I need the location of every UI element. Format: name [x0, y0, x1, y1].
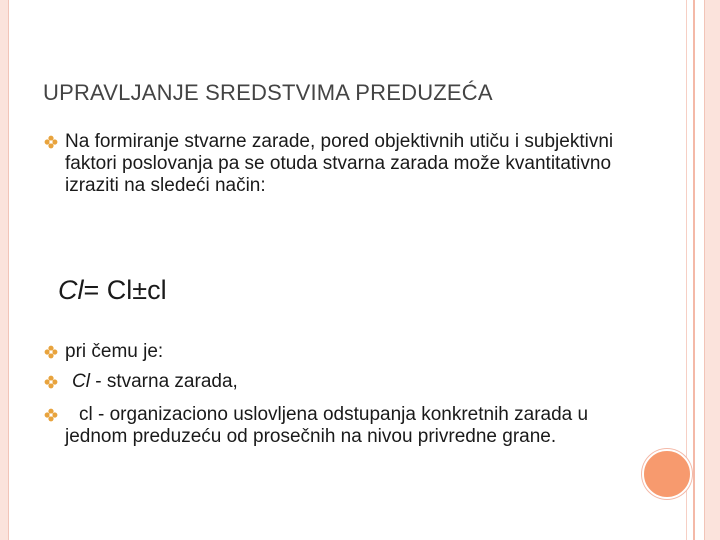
decorative-circle [642, 449, 692, 499]
flower-bullet-icon [44, 135, 58, 149]
slide-title: UPRAVLJANJE SREDSTVIMA PREDUZEĆA [43, 80, 493, 105]
right-decor-line [693, 0, 695, 540]
flower-bullet-icon [44, 375, 58, 389]
right-decor-stripe [705, 0, 720, 540]
list-item-text: pri čemu je: [65, 341, 164, 362]
flower-bullet-icon [44, 408, 58, 422]
formula [58, 275, 167, 306]
left-decor-stripe [0, 0, 8, 540]
formula-rest: = Cl±cl [83, 275, 167, 305]
list-item [44, 341, 644, 363]
formula-lhs: Cl [58, 275, 84, 305]
list-item-text: cl - organizaciono uslovljena odstupanja konkretnih zarada u jednom preduzeću od prosečnih na nivou privredne grane. [65, 404, 589, 447]
intro-text: Na formiranje stvarne zarade, pored objektivnih utiču i subjektivni faktori poslovanja pa se otuda stvarna zarada može kvantitativno izraziti na sledeći način: [65, 131, 614, 196]
symbol-cl: Cl [72, 371, 90, 392]
intro-paragraph [44, 131, 644, 197]
flower-bullet-icon [44, 345, 58, 359]
list-item-text [72, 371, 644, 393]
definition-text: - stvarna zarada, [89, 371, 238, 392]
list-item [44, 404, 644, 448]
list-item [44, 371, 644, 393]
